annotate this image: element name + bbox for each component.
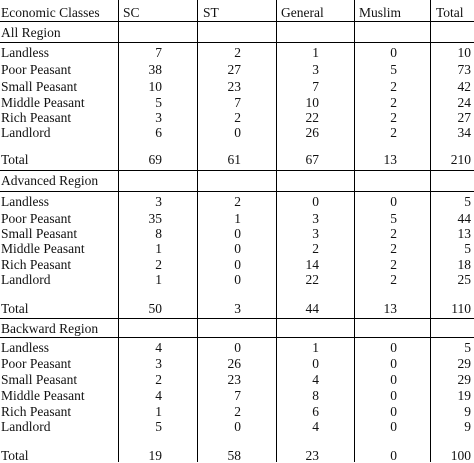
table-cell: 5 [464,340,471,355]
table-cell: 2 [234,45,241,60]
total-label: Total [1,152,29,167]
table-cell: 1 [155,272,162,287]
table-cell: 3 [155,356,162,371]
table-cell: 44 [457,211,471,226]
column-divider [197,0,198,462]
table-cell: 29 [457,356,471,371]
column-divider [354,0,355,462]
row-label: Rich Peasant [1,110,72,125]
table-cell: 29 [457,372,471,387]
table-cell: 24 [457,95,471,110]
table-cell: 2 [390,95,397,110]
table-cell: 4 [312,372,319,387]
table-cell: 8 [312,388,319,403]
total-label: Total [1,448,29,463]
total-cell: 3 [234,301,241,316]
total-cell: 61 [227,152,241,167]
table-cell: 19 [457,388,471,403]
column-divider [118,0,119,462]
table-cell: 5 [464,241,471,256]
table-cell: 9 [464,404,471,419]
table-cell: 0 [390,194,397,209]
row-divider [0,42,474,43]
total-cell: 13 [383,152,397,167]
table-cell: 2 [155,257,162,272]
table-cell: 3 [312,211,319,226]
table-cell: 27 [457,110,471,125]
table-cell: 0 [390,45,397,60]
total-cell: 19 [148,448,162,463]
table-cell: 2 [234,194,241,209]
table-cell: 27 [227,62,241,77]
row-divider [0,21,474,22]
row-label: Middle Peasant [1,95,85,110]
table-cell: 26 [305,125,319,140]
table-cell: 35 [148,211,162,226]
table-cell: 2 [155,372,162,387]
table-cell: 7 [312,79,319,94]
table-cell: 2 [234,110,241,125]
table-cell: 1 [155,241,162,256]
table-cell: 10 [148,79,162,94]
table-cell: 7 [155,45,162,60]
row-label: Rich Peasant [1,404,72,419]
section-title: All Region [1,25,61,40]
row-label: Small Peasant [1,79,78,94]
total-cell: 13 [383,301,397,316]
table-cell: 5 [155,95,162,110]
table-cell: 38 [148,62,162,77]
table-cell: 6 [155,125,162,140]
row-divider [0,191,474,192]
column-header-muslim: Muslim [359,5,402,20]
table-cell: 5 [464,194,471,209]
table-cell: 0 [234,241,241,256]
table-cell: 5 [155,419,162,434]
column-divider [276,0,277,462]
table-cell: 1 [312,45,319,60]
total-cell: 0 [390,448,397,463]
row-label: Small Peasant [1,372,78,387]
row-label: Landless [1,45,49,60]
table-cell: 0 [234,226,241,241]
row-label: Landless [1,194,49,209]
row-label: Landlord [1,272,51,287]
total-cell: 23 [305,448,319,463]
table-cell: 7 [234,95,241,110]
column-header-economic-classes: Economic Classes [1,5,100,20]
table-cell: 34 [457,125,471,140]
table-cell: 0 [234,419,241,434]
table-cell: 0 [390,356,397,371]
table-cell: 1 [234,211,241,226]
table-cell: 0 [312,356,319,371]
table-cell: 4 [155,340,162,355]
table-cell: 0 [312,194,319,209]
table-cell: 23 [227,79,241,94]
row-label: Poor Peasant [1,211,72,226]
row-label: Landlord [1,419,51,434]
table-cell: 25 [457,272,471,287]
row-label: Middle Peasant [1,241,85,256]
table-cell: 2 [390,257,397,272]
total-cell: 69 [148,152,162,167]
total-cell: 210 [450,152,471,167]
table-cell: 10 [457,45,471,60]
row-divider [0,318,474,319]
row-label: Landless [1,340,49,355]
table-cell: 22 [305,110,319,125]
table-cell: 23 [227,372,241,387]
table-cell: 5 [390,211,397,226]
row-label: Poor Peasant [1,356,72,371]
total-cell: 100 [450,448,471,463]
table-cell: 7 [234,388,241,403]
table-cell: 8 [155,226,162,241]
total-cell: 110 [451,301,471,316]
column-header-st: ST [203,5,219,20]
table-cell: 2 [312,241,319,256]
table-cell: 3 [155,194,162,209]
table-cell: 3 [155,110,162,125]
table-cell: 0 [234,125,241,140]
table-cell: 2 [390,241,397,256]
table-cell: 2 [390,272,397,287]
row-divider [0,170,474,171]
table-cell: 10 [305,95,319,110]
table-cell: 73 [457,62,471,77]
row-label: Landlord [1,125,51,140]
table-cell: 2 [390,125,397,140]
table-cell: 3 [312,62,319,77]
section-title: Advanced Region [1,173,99,188]
table-cell: 26 [227,356,241,371]
row-label: Middle Peasant [1,388,85,403]
table-cell: 0 [234,272,241,287]
column-divider [430,0,431,462]
table-cell: 22 [305,272,319,287]
table-cell: 0 [234,257,241,272]
section-title: Backward Region [1,321,99,336]
table-cell: 0 [390,372,397,387]
table-cell: 2 [234,404,241,419]
table-cell: 3 [312,226,319,241]
column-header-general: General [281,5,324,20]
table-cell: 6 [312,404,319,419]
table-cell: 13 [457,226,471,241]
row-label: Rich Peasant [1,257,72,272]
total-label: Total [1,301,29,316]
table-cell: 2 [390,110,397,125]
total-cell: 50 [148,301,162,316]
table-cell: 5 [390,62,397,77]
table-cell: 2 [390,226,397,241]
table-cell: 1 [155,404,162,419]
table-cell: 42 [457,79,471,94]
row-label: Poor Peasant [1,62,72,77]
table-cell: 0 [234,340,241,355]
row-label: Small Peasant [1,226,78,241]
table-cell: 0 [390,404,397,419]
table-cell: 1 [312,340,319,355]
column-header-sc: SC [123,5,140,20]
column-header-total: Total [436,5,464,20]
total-cell: 67 [305,152,319,167]
total-cell: 58 [227,448,241,463]
table-cell: 14 [305,257,319,272]
total-cell: 44 [305,301,319,316]
table-cell: 0 [390,340,397,355]
table-cell: 9 [464,419,471,434]
table-cell: 0 [390,388,397,403]
table-cell: 2 [390,79,397,94]
table-cell: 18 [457,257,471,272]
table-cell: 0 [390,419,397,434]
table-cell: 4 [155,388,162,403]
table-cell: 4 [312,419,319,434]
row-divider [0,337,474,338]
